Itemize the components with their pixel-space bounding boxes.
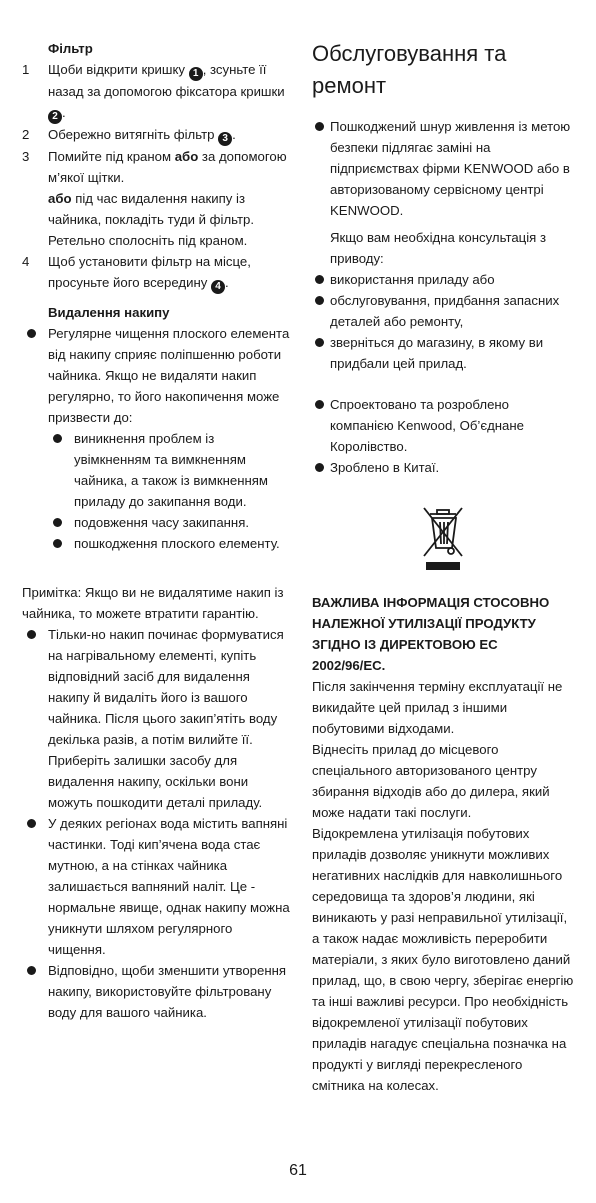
bullet-icon (48, 512, 74, 533)
filter-step-2: 2 Обережно витягніть фільтр 3 . (22, 127, 236, 144)
list-item: Тільки-но накип починає формуватися на нагрівальному елементі, купіть відповідний засіб для видалення накипу й видаліть його із вашого чайника. Після цього закип’ятіть воду декілька разів, а потім вилийте її. Приберіть залишки засобу для видалення накипу, оскільки вони можуть пошкодити деталі приладу. (22, 624, 290, 813)
callout-2-icon: 2 (48, 110, 62, 124)
filter-step-3: 3 Помийте під краном або за допомогою м’якої щітки. (22, 149, 287, 185)
weee-heading: ВАЖЛИВА ІНФОРМАЦІЯ СТОСОВНО НАЛЕЖНОЇ УТИЛІЗАЦІЇ ПРОДУКТУ ЗГІДНО ІЗ ДИРЕКТОВОЮ ЕС 2002/96/EC. (312, 595, 550, 673)
weee-paragraph-3: Відокремлена утилізація побутових приладів дозволяє уникнути можливих негативних наслідків для навколишнього середовища та здоров’я людини, які виникають у разі неправильної утилізації, а також надає можливість переробити матеріали, з яких було виготовлено даний прилад, що, в свою чергу, зберігає енергію та інші важливі ресурси. Про необхідність відокремленої утилізації побутових приладів нагадує спеціальна позначка на продукті у вигляді перекресленого смітника на колесах. (312, 826, 574, 1093)
warranty-note: Примітка: Якщо ви не видалятиме накип із чайника, то можете втратити гарантію. (22, 585, 284, 621)
crossed-wheelie-bin-icon (402, 504, 484, 574)
list-item: виникнення проблем із увімкненням та вимкненням чайника, а також із вимкненням приладу до закипання води. (48, 428, 290, 512)
bullet-icon (312, 394, 330, 457)
consult-text: Якщо вам необхідна консультація з приводу: (330, 230, 547, 266)
bullet-icon (312, 269, 330, 290)
left-column (22, 38, 290, 1023)
list-item: У деяких регіонах вода містить вапняні частинки. Тоді кип’ячена вода стає мутною, а на стінках чайника залишається вапняний наліт. Це - нормальне явище, однак накипу можна уникнути шляхом регулярного чищення. (22, 813, 290, 960)
callout-3-icon: 3 (218, 132, 232, 146)
weee-paragraph-2: Віднесіть прилад до місцевого спеціального авторизованого центру збирання відходів або до дилера, який може надати такі послуги. (312, 742, 550, 820)
list-item: використання приладу або (312, 269, 574, 290)
bullet-icon (48, 428, 74, 512)
filter-heading: Фільтр (48, 41, 93, 56)
list-item: Відповідно, щоби зменшити утворення накипу, використовуйте фільтровану воду для вашого чайника. (22, 960, 290, 1023)
descale-sublist (22, 428, 290, 554)
list-item: подовження часу закипання. (48, 512, 290, 533)
right-column (312, 38, 574, 1096)
page-title: Обслуговування та ремонт (312, 41, 507, 98)
filter-step-3-continued: або під час видалення накипу із чайника, покладіть туди й фільтр. Ретельно сполосніть під краном. (48, 191, 255, 248)
callout-4-icon: 4 (211, 280, 225, 294)
list-item: Зроблено в Китаї. (312, 457, 574, 478)
filter-step-4: 4 Щоб установити фільтр на місце, просуньте його всередину 4 . (22, 254, 251, 292)
list-item: зверніться до магазину, в якому ви придбали цей прилад. (312, 332, 574, 374)
page-number: 61 (289, 1162, 307, 1179)
bullet-icon (312, 290, 330, 332)
bullet-icon (22, 624, 48, 813)
bullet-icon (48, 533, 74, 554)
bullet-icon (312, 332, 330, 374)
descale-intro-item: Регулярне чищення плоского елемента від накипу сприяє поліпшенню роботи чайника. Якщо не видаляти накип регулярно, то його накопичення може призвести до: (22, 323, 290, 428)
weee-paragraph-1: Після закінчення терміну експлуатації не викидайте цей прилад з іншими побутовими відходами. (312, 679, 563, 736)
bullet-icon (312, 457, 330, 478)
bullet-icon (22, 323, 48, 428)
list-item: пошкодження плоского елементу. (48, 533, 290, 554)
descale-heading: Видалення накипу (48, 305, 170, 320)
callout-1-icon: 1 (189, 67, 203, 81)
list-item: Пошкоджений шнур живлення із метою безпеки підлягає заміні на підприємствах фірми KENWOOD або в авторизованому сервісному центрі KENWOOD. (312, 116, 574, 221)
list-item: Спроектовано та розроблено компанією Kenwood, Об’єднане Королівство. (312, 394, 574, 457)
filter-step-1: 1 Щоби відкрити кришку 1 , зсуньте її назад за допомогою фіксатора кришки 2 . (22, 62, 285, 122)
bullet-icon (22, 813, 48, 960)
bullet-icon (22, 960, 48, 1023)
bullet-icon (312, 116, 330, 221)
list-item: обслуговування, придбання запасних деталей або ремонту, (312, 290, 574, 332)
